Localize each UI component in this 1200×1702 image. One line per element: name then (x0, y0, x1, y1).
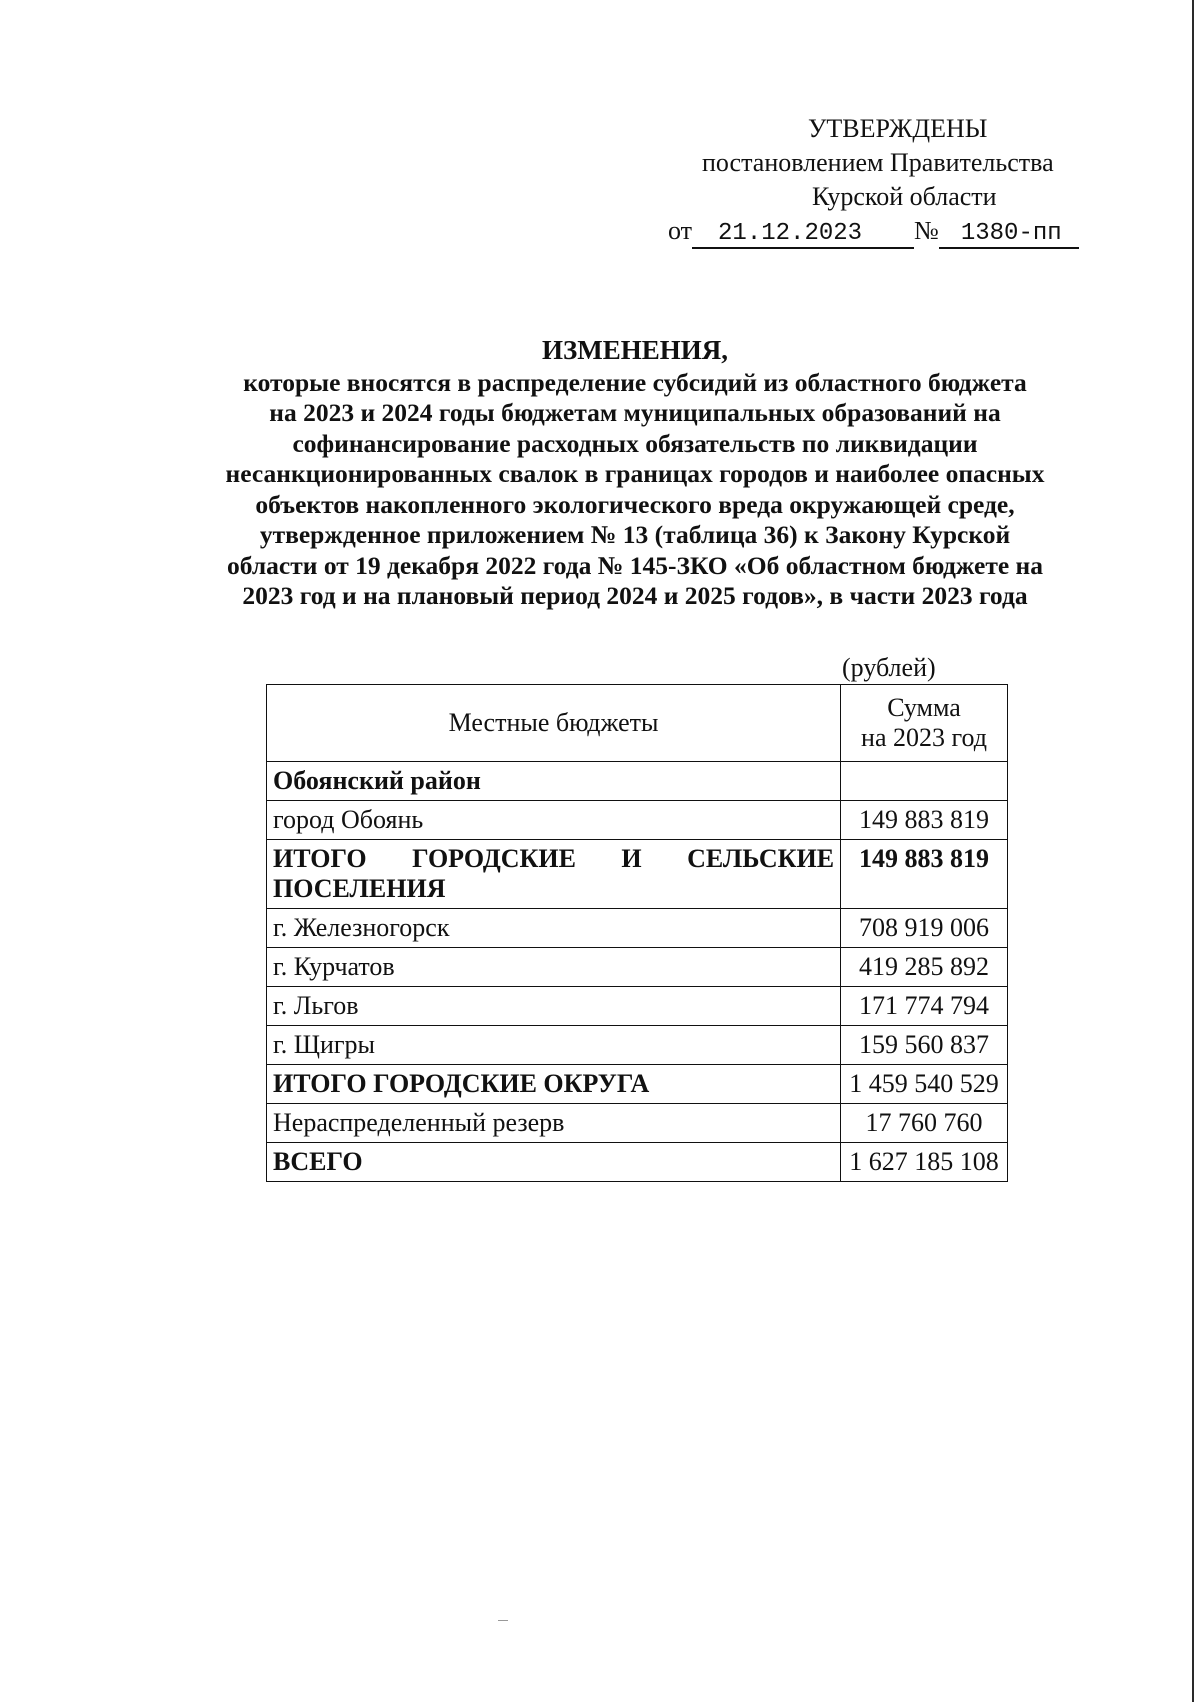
heading-line: софинансирование расходных обязательств по ликвидации (292, 428, 978, 458)
table-row (267, 1104, 1008, 1143)
row-amount: 159 560 837 (841, 1026, 1008, 1065)
row-amount: 1 459 540 529 (841, 1065, 1008, 1104)
document-heading (170, 335, 1100, 612)
table-row (267, 801, 1008, 840)
row-name: ВСЕГО (267, 1143, 841, 1182)
budget-table (266, 684, 1008, 1182)
row-amount: 17 760 760 (841, 1104, 1008, 1143)
table-row (267, 762, 1008, 801)
heading-line: которые вносятся в распределение субсидий из областного бюджета (243, 367, 1027, 397)
header-amount-line1: Сумма (887, 693, 961, 722)
row-amount: 149 883 819 (841, 840, 1008, 909)
row-amount (841, 762, 1008, 801)
table-row (267, 909, 1008, 948)
row-name: г. Льгов (267, 987, 841, 1026)
heading-line: 2023 год и на плановый период 2024 и 2025 годов», в части 2023 года (242, 581, 1028, 610)
document-title: ИЗМЕНЕНИЯ, (541, 335, 728, 365)
row-name: Обоянский район (267, 762, 841, 801)
row-amount: 149 883 819 (841, 801, 1008, 840)
row-name: г. Курчатов (267, 948, 841, 987)
table-row (267, 948, 1008, 987)
date-value: 21.12.2023 (718, 220, 863, 247)
approval-title: УТВЕРЖДЕНЫ (808, 114, 988, 143)
header-amount (841, 685, 1008, 762)
approval-date-line (640, 214, 1110, 249)
heading-line: объектов накопленного экологического вреда окружающей среде, (255, 489, 1015, 519)
row-name: ИТОГО ГОРОДСКИЕ ОКРУГА (267, 1065, 841, 1104)
table-row (267, 840, 1008, 909)
row-amount: 1 627 185 108 (841, 1143, 1008, 1182)
approval-authority: постановлением Правительства (702, 148, 1054, 177)
row-name: г. Железногорск (267, 909, 841, 948)
number-value: 1380-пп (960, 220, 1062, 247)
row-amount: 708 919 006 (841, 909, 1008, 948)
table-row (267, 1143, 1008, 1182)
table-row (267, 1026, 1008, 1065)
approval-region: Курской области (812, 182, 997, 211)
number-field (939, 218, 1079, 249)
scan-edge-line (1192, 0, 1194, 1702)
row-name: ИТОГО ГОРОДСКИЕ И СЕЛЬСКИЕ ПОСЕЛЕНИЯ (267, 840, 841, 909)
header-local-budgets: Местные бюджеты (267, 685, 841, 762)
table-header-row (267, 685, 1008, 762)
row-name: город Обоянь (267, 801, 841, 840)
heading-line: несанкционированных свалок в границах городов и наиболее опасных (225, 459, 1045, 488)
heading-line: утвержденное приложением № 13 (таблица 36) к Закону Курской (259, 520, 1011, 549)
number-prefix: № (914, 216, 939, 245)
date-field (692, 218, 914, 249)
heading-line: области от 19 декабря 2022 года № 145-ЗКО «Об областном бюджете на (226, 550, 1043, 580)
date-prefix: от (668, 216, 693, 245)
table-row (267, 1065, 1008, 1104)
heading-line: на 2023 и 2024 годы бюджетам муниципальных образований на (269, 398, 1001, 427)
row-amount: 419 285 892 (841, 948, 1008, 987)
table-row (267, 987, 1008, 1026)
header-amount-line2: на 2023 год (861, 723, 987, 752)
units-label: (рублей) (842, 653, 936, 682)
scan-speck (498, 1620, 508, 1621)
approval-stamp (640, 112, 1110, 249)
row-name: г. Щигры (267, 1026, 841, 1065)
row-amount: 171 774 794 (841, 987, 1008, 1026)
row-name: Нераспределенный резерв (267, 1104, 841, 1143)
